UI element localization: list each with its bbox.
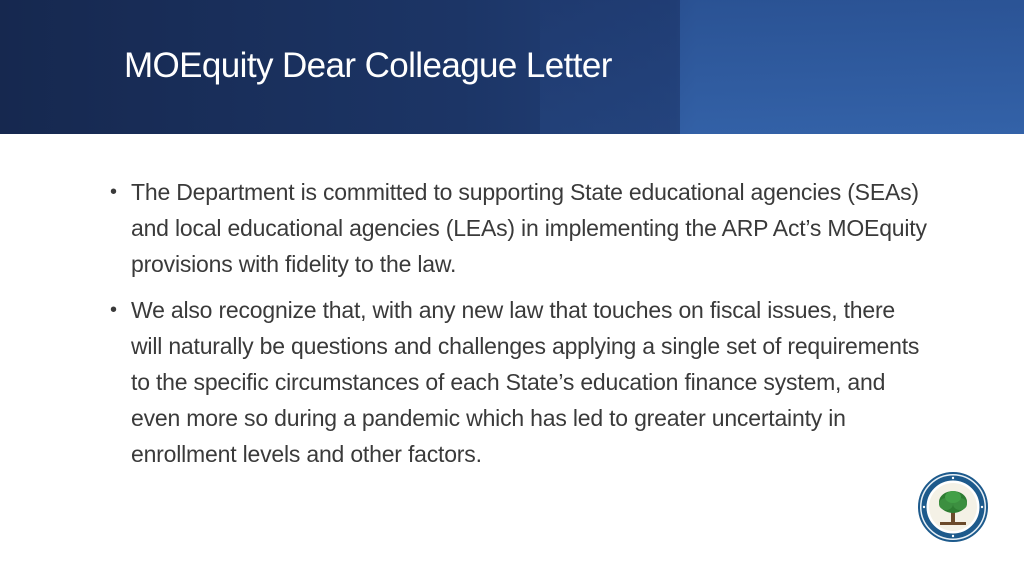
bullet-marker: • [110, 181, 117, 203]
bullet-text: We also recognize that, with any new law that touches on fiscal issues, there will naturally be questions and challenges applying a single set of requirements to the specific circumstances of each State’s education finance system, and even more so during a pandemic which has led to greater uncertainty in enrollment levels and other factors. [131, 297, 920, 467]
bullet-item [110, 292, 930, 472]
department-of-education-seal-icon [918, 472, 988, 542]
bullet-text: The Department is committed to supporting State educational agencies (SEAs) and local educational agencies (LEAs) in implementing the ARP Act’s MOEquity provisions with fidelity to the law. [131, 179, 927, 277]
slide-title: MOEquity Dear Colleague Letter [124, 46, 612, 85]
bullet-list [110, 174, 930, 482]
header-decor-panel-right [680, 0, 1024, 134]
bullet-item [110, 174, 930, 282]
header-band [0, 0, 1024, 134]
bullet-marker: • [110, 299, 117, 321]
